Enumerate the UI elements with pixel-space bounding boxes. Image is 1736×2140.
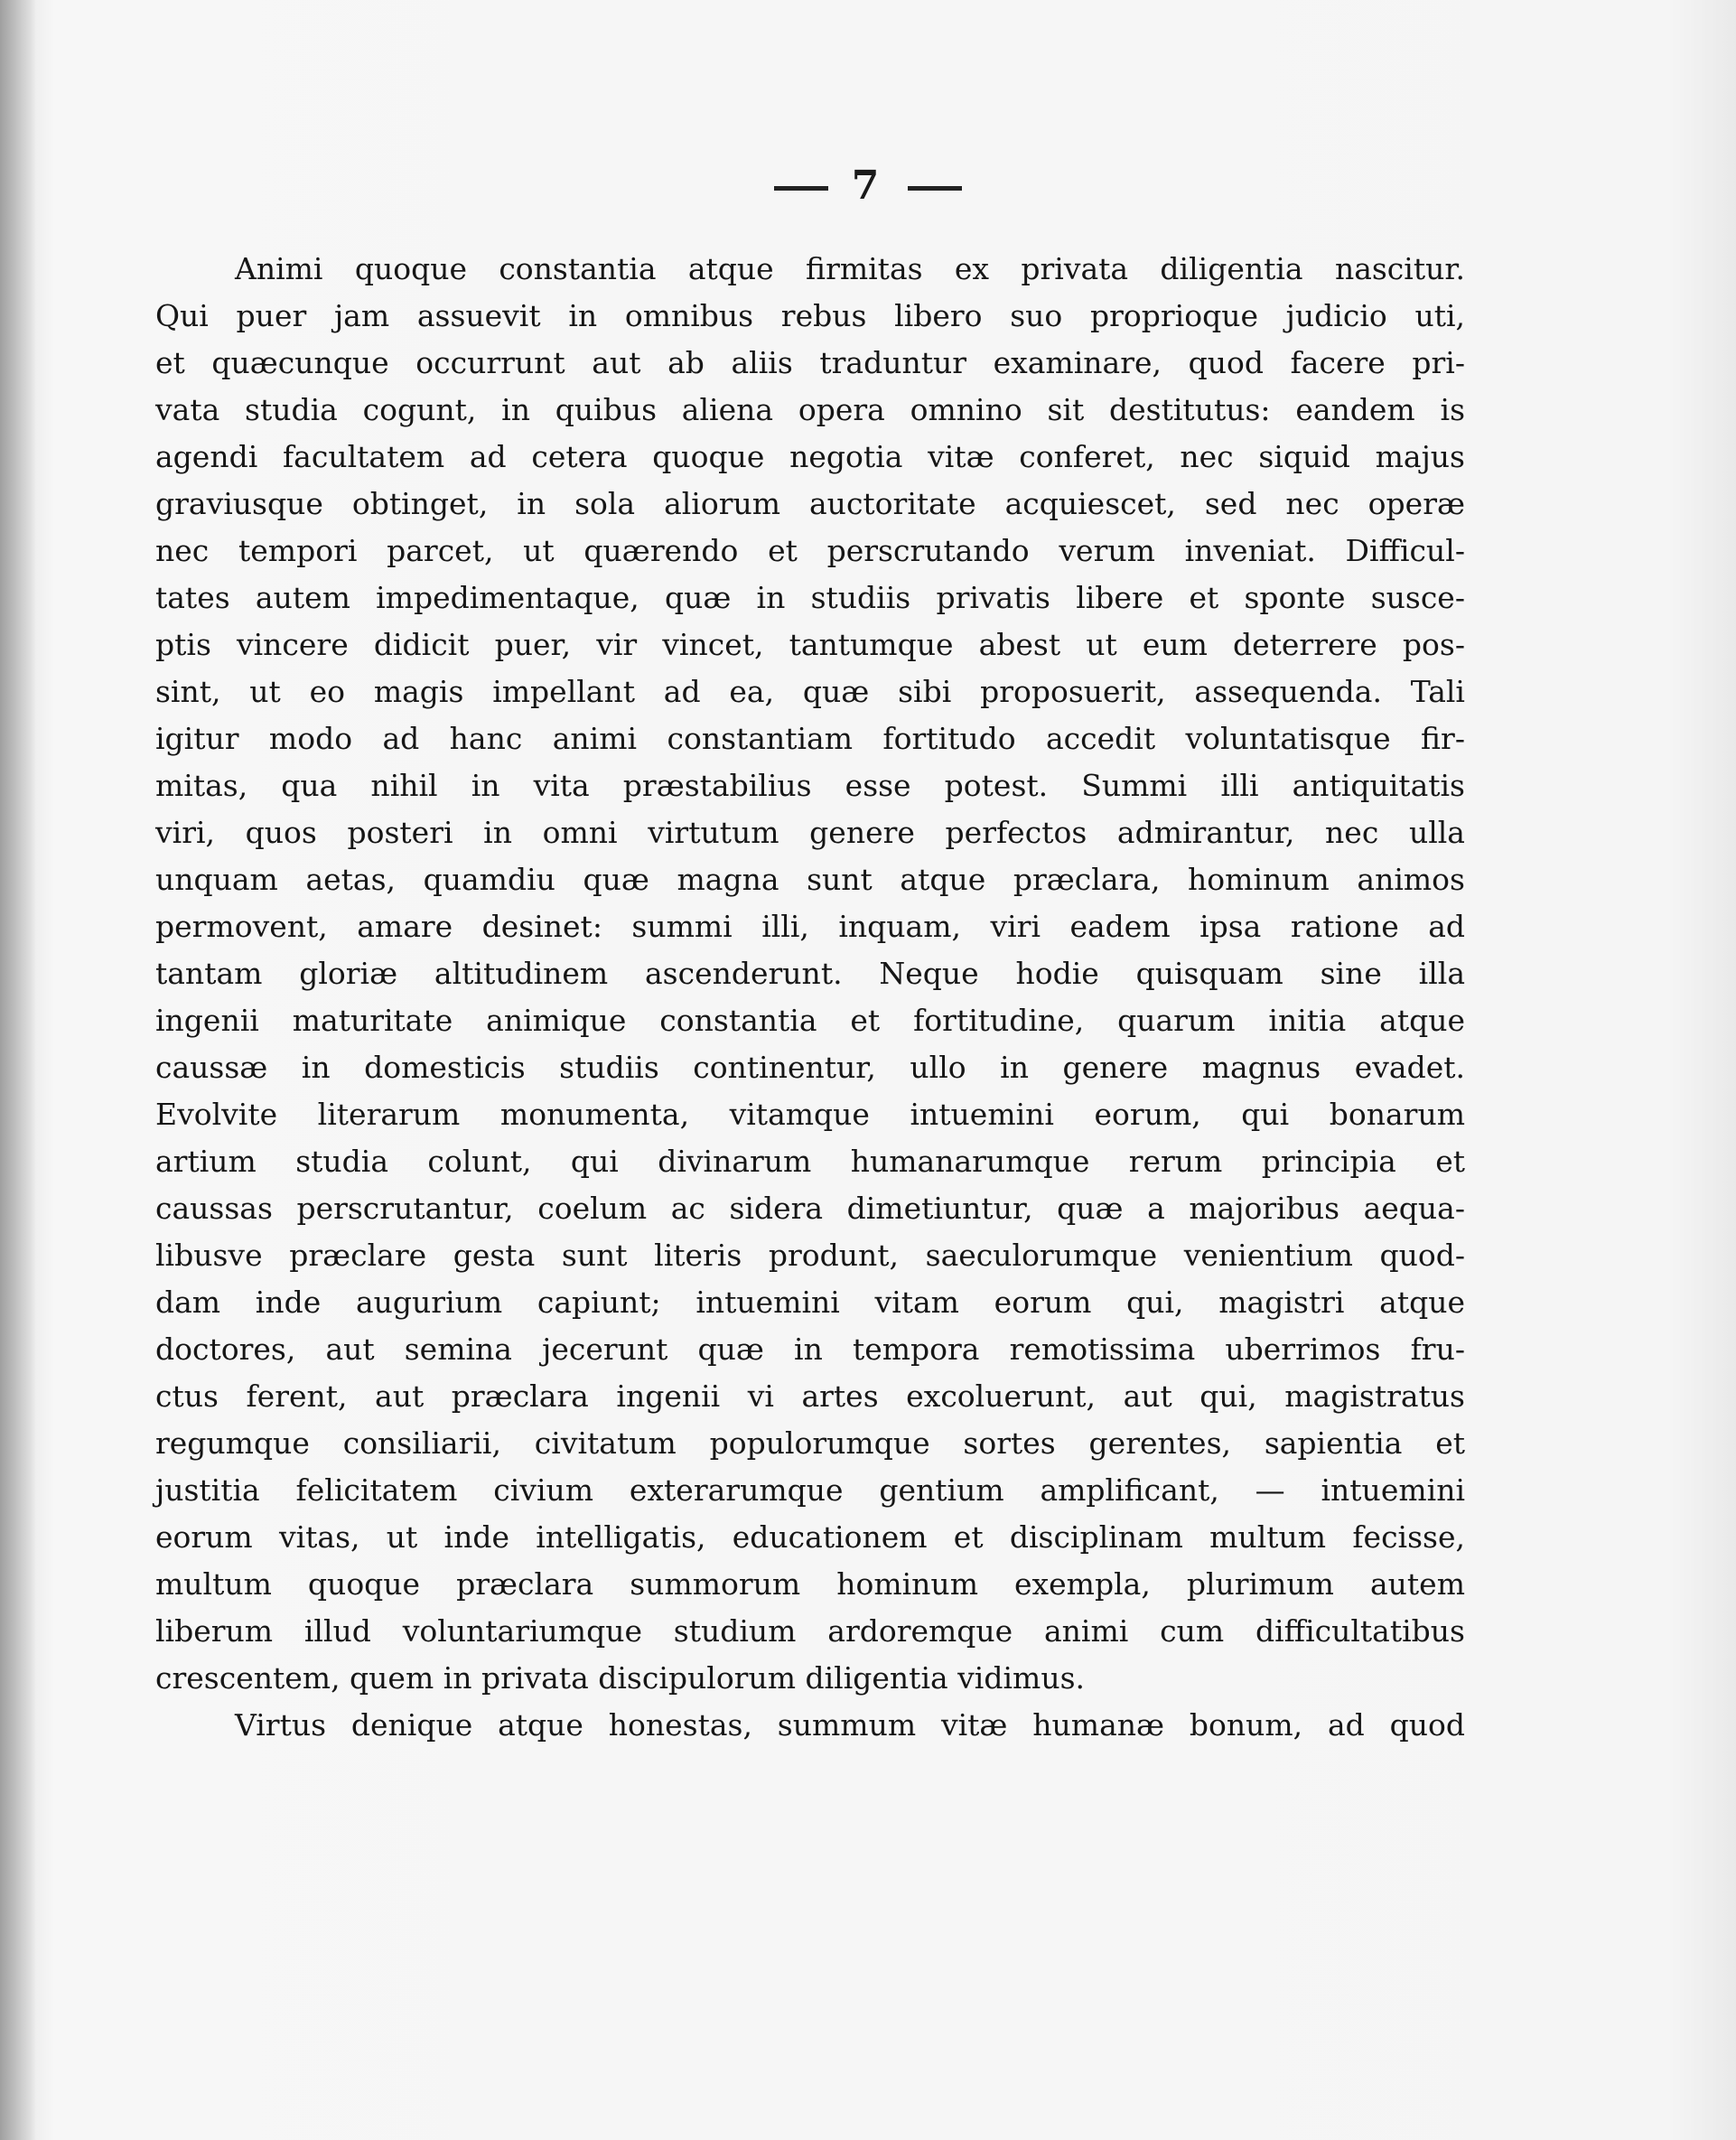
text-line: agendi facultatem ad cetera quoque negotia vitæ conferet, nec siquid majus — [155, 439, 1465, 474]
text-line: regumque consiliarii, civitatum populorumque sortes gerentes, sapientia et — [155, 1425, 1465, 1461]
text-line: igitur modo ad hanc animi constantiam fortitudo accedit voluntatisque fir- — [155, 721, 1465, 756]
text-line: eorum vitas, ut inde intelligatis, educationem et disciplinam multum fecisse, — [155, 1519, 1465, 1555]
text-line: Evolvite literarum monumenta, vitamque intuemini eorum, qui bonarum — [155, 1097, 1465, 1132]
text-line: viri, quos posteri in omni virtutum genere perfectos admirantur, nec ulla — [155, 815, 1465, 850]
page-number-dash-left — [774, 186, 828, 191]
paragraph-2 — [155, 1702, 1465, 1749]
text-line: doctores, aut semina jecerunt quæ in tempora remotissima uberrimos fru- — [155, 1332, 1465, 1367]
text-line: ingenii maturitate animique constantia et fortitudine, quarum initia atque — [155, 1003, 1465, 1038]
text-line: et quæcunque occurrunt aut ab aliis traduntur examinare, quod facere pri- — [155, 345, 1465, 380]
text-line: libusve præclare gesta sunt literis produnt, saeculorumque venientium quod- — [155, 1238, 1465, 1273]
text-line: caussæ in domesticis studiis continentur, ullo in genere magnus evadet. — [155, 1050, 1465, 1085]
page-number-header — [0, 163, 1736, 209]
text-line: sint, ut eo magis impellant ad ea, quæ sibi proposuerit, assequenda. Tali — [155, 674, 1465, 709]
text-line: artium studia colunt, qui divinarum humanarumque rerum principia et — [155, 1144, 1465, 1179]
text-line: mitas, qua nihil in vita præstabilius esse potest. Summi illi antiquitatis — [155, 768, 1465, 803]
text-line: nec tempori parcet, ut quærendo et perscrutando verum inveniat. Difficul- — [155, 533, 1465, 568]
text-line: multum quoque præclara summorum hominum exempla, plurimum autem — [155, 1566, 1465, 1602]
text-line: Qui puer jam assuevit in omnibus rebus libero suo proprioque judicio uti, — [155, 298, 1465, 333]
page-number: 7 — [851, 163, 885, 209]
binding-gutter — [0, 0, 36, 2140]
paragraph-1 — [155, 246, 1465, 1702]
text-line: unquam aetas, quamdiu quæ magna sunt atque præclara, hominum animos — [155, 862, 1465, 897]
text-line: dam inde augurium capiunt; intuemini vitam eorum qui, magistri atque — [155, 1285, 1465, 1320]
body-text — [155, 246, 1465, 1749]
text-line: ctus ferent, aut præclara ingenii vi artes excoluerunt, aut qui, magistratus — [155, 1378, 1465, 1414]
text-line: Animi quoque constantia atque firmitas ex privata diligentia nascitur. — [235, 251, 1465, 286]
text-line: ptis vincere didicit puer, vir vincet, tantumque abest ut eum deterrere pos- — [155, 627, 1465, 662]
text-line: vata studia cogunt, in quibus aliena opera omnino sit destitutus: eandem is — [155, 392, 1465, 427]
text-line: permovent, amare desinet: summi illi, inquam, viri eadem ipsa ratione ad — [155, 909, 1465, 944]
text-line: justitia felicitatem civium exterarumque gentium amplificant, — intuemini — [155, 1472, 1465, 1508]
text-line: tates autem impedimentaque, quæ in studiis privatis libere et sponte susce- — [155, 580, 1465, 615]
text-line: caussas perscrutantur, coelum ac sidera dimetiuntur, quæ a majoribus aequa- — [155, 1191, 1465, 1226]
text-line: Virtus denique atque honestas, summum vitæ humanæ bonum, ad quod — [235, 1707, 1465, 1743]
text-line: tantam gloriæ altitudinem ascenderunt. Neque hodie quisquam sine illa — [155, 956, 1465, 991]
text-line: crescentem, quem in privata discipulorum diligentia vidimus. — [155, 1660, 1086, 1696]
text-line: graviusque obtinget, in sola aliorum auctoritate acquiescet, sed nec operæ — [155, 486, 1465, 521]
page-number-dash-right — [908, 186, 962, 191]
text-line: liberum illud voluntariumque studium ardoremque animi cum difficultatibus — [155, 1613, 1465, 1649]
